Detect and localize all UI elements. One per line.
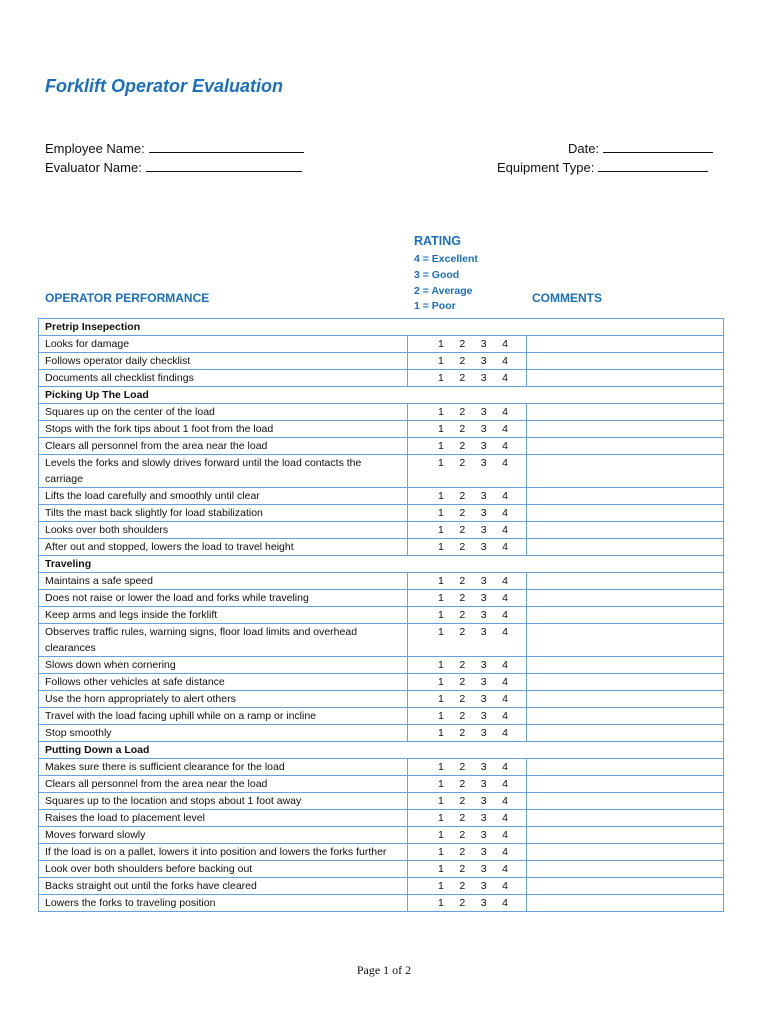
rating-option[interactable]: 2 — [459, 626, 466, 638]
comment-cell[interactable] — [527, 810, 724, 827]
criterion-text: Look over both shoulders before backing out — [39, 861, 408, 878]
rating-options — [438, 573, 508, 589]
comment-cell[interactable] — [527, 455, 724, 488]
comment-cell[interactable] — [527, 336, 724, 353]
rating-option[interactable]: 2 — [459, 490, 466, 502]
rating-option[interactable]: 2 — [459, 676, 466, 688]
rating-option[interactable]: 4 — [502, 457, 508, 469]
rating-option[interactable]: 3 — [480, 761, 487, 773]
comment-cell[interactable] — [527, 590, 724, 607]
criterion-text: If the load is on a pallet, lowers it into position and lowers the forks further — [39, 844, 408, 861]
rating-option[interactable]: 1 — [438, 829, 444, 841]
legend-item: 2 = Average — [414, 284, 473, 297]
criterion-text: Stop smoothly — [39, 725, 408, 742]
rating-options — [438, 895, 508, 911]
comment-cell[interactable] — [527, 793, 724, 810]
criterion-row — [39, 674, 724, 691]
rating-option[interactable]: 4 — [502, 795, 508, 807]
rating-options — [438, 861, 508, 877]
criterion-text: Stops with the fork tips about 1 foot from the load — [39, 421, 408, 438]
comment-cell[interactable] — [527, 404, 724, 421]
rating-cell — [408, 708, 527, 725]
section-title: Picking Up The Load — [39, 387, 724, 404]
rating-cell — [408, 404, 527, 421]
criterion-text: Looks over both shoulders — [39, 522, 408, 539]
rating-option[interactable]: 1 — [438, 710, 444, 722]
comment-cell[interactable] — [527, 708, 724, 725]
rating-option[interactable]: 1 — [438, 626, 444, 638]
legend-item: 3 = Good — [414, 268, 460, 281]
rating-option[interactable]: 1 — [438, 440, 444, 452]
comment-cell[interactable] — [527, 674, 724, 691]
criterion-text: Moves forward slowly — [39, 827, 408, 844]
legend-item: 4 = Excellent — [414, 253, 478, 265]
rating-option[interactable]: 4 — [502, 761, 508, 773]
criterion-text: Observes traffic rules, warning signs, floor load limits and overhead clearances — [39, 624, 408, 657]
criterion-text: Keep arms and legs inside the forklift — [39, 607, 408, 624]
rating-option[interactable]: 1 — [438, 812, 444, 824]
comment-cell[interactable] — [527, 573, 724, 590]
rating-option[interactable]: 4 — [502, 846, 508, 858]
evaluation-table — [38, 318, 724, 912]
comment-cell[interactable] — [527, 827, 724, 844]
criterion-row — [39, 607, 724, 624]
rating-option[interactable]: 3 — [480, 490, 487, 502]
rating-option[interactable]: 1 — [438, 575, 444, 587]
rating-option[interactable]: 3 — [480, 795, 487, 807]
rating-option[interactable]: 3 — [480, 863, 487, 875]
criterion-text: Lowers the forks to traveling position — [39, 895, 408, 912]
rating-option[interactable]: 4 — [502, 490, 508, 502]
criterion-text: Clears all personnel from the area near the load — [39, 438, 408, 455]
criterion-row — [39, 404, 724, 421]
rating-option[interactable]: 4 — [502, 812, 508, 824]
equipment-type-line[interactable] — [598, 159, 708, 172]
rating-cell — [408, 878, 527, 895]
rating-option[interactable]: 4 — [502, 609, 508, 621]
criterion-row — [39, 539, 724, 556]
rating-cell — [408, 657, 527, 674]
rating-option[interactable]: 4 — [502, 693, 508, 705]
criterion-text: Documents all checklist findings — [39, 370, 408, 387]
operator-performance-heading: OPERATOR PERFORMANCE — [45, 291, 210, 305]
rating-options — [438, 878, 508, 894]
comment-cell[interactable] — [527, 421, 724, 438]
rating-options — [438, 607, 508, 623]
rating-option[interactable]: 1 — [438, 507, 444, 519]
rating-options — [438, 370, 508, 386]
rating-option[interactable]: 4 — [502, 778, 508, 790]
rating-options — [438, 776, 508, 792]
criterion-row — [39, 844, 724, 861]
rating-option[interactable]: 3 — [480, 372, 487, 384]
rating-option[interactable]: 1 — [438, 676, 444, 688]
rating-option[interactable]: 3 — [480, 846, 487, 858]
criterion-text: Squares up on the center of the load — [39, 404, 408, 421]
comment-cell[interactable] — [527, 895, 724, 912]
rating-option[interactable]: 3 — [480, 710, 487, 722]
criterion-text: Tilts the mast back slightly for load stabilization — [39, 505, 408, 522]
rating-cell — [408, 421, 527, 438]
rating-option[interactable]: 2 — [459, 659, 466, 671]
rating-options — [438, 539, 508, 555]
employee-name-label: Employee Name: — [45, 141, 145, 156]
rating-cell — [408, 776, 527, 793]
rating-cell — [408, 438, 527, 455]
criterion-row — [39, 455, 724, 488]
rating-option[interactable]: 4 — [502, 863, 508, 875]
rating-option[interactable]: 4 — [502, 372, 508, 384]
rating-option[interactable]: 3 — [480, 812, 487, 824]
criterion-row — [39, 624, 724, 657]
rating-option[interactable]: 2 — [459, 846, 466, 858]
rating-option[interactable]: 4 — [502, 897, 508, 909]
rating-options — [438, 624, 508, 640]
rating-option[interactable]: 1 — [438, 541, 444, 553]
rating-option[interactable]: 4 — [502, 355, 508, 367]
rating-option[interactable]: 3 — [480, 524, 487, 536]
rating-option[interactable]: 1 — [438, 355, 444, 367]
criterion-text: Follows operator daily checklist — [39, 353, 408, 370]
rating-options — [438, 353, 508, 369]
rating-options — [438, 336, 508, 352]
rating-cell — [408, 861, 527, 878]
criterion-row — [39, 421, 724, 438]
rating-option[interactable]: 2 — [459, 880, 466, 892]
rating-option[interactable]: 3 — [480, 507, 487, 519]
rating-option[interactable]: 1 — [438, 880, 444, 892]
rating-option[interactable]: 3 — [480, 592, 487, 604]
rating-option[interactable]: 3 — [480, 727, 487, 739]
comment-cell[interactable] — [527, 607, 724, 624]
criterion-row — [39, 691, 724, 708]
rating-option[interactable]: 4 — [502, 440, 508, 452]
rating-option[interactable]: 3 — [480, 440, 487, 452]
rating-option[interactable]: 2 — [459, 541, 466, 553]
rating-option[interactable]: 2 — [459, 863, 466, 875]
rating-option[interactable]: 2 — [459, 440, 466, 452]
comment-cell[interactable] — [527, 691, 724, 708]
date-label: Date: — [568, 141, 600, 156]
rating-option[interactable]: 1 — [438, 846, 444, 858]
rating-option[interactable]: 3 — [480, 693, 487, 705]
rating-options — [438, 810, 508, 826]
rating-options — [438, 455, 508, 471]
employee-name-line[interactable] — [149, 140, 304, 153]
rating-option[interactable]: 1 — [438, 693, 444, 705]
comment-cell[interactable] — [527, 438, 724, 455]
comment-cell[interactable] — [527, 370, 724, 387]
evaluator-name-label: Evaluator Name: — [45, 160, 142, 175]
criterion-row — [39, 827, 724, 844]
rating-heading: RATING — [414, 234, 461, 248]
rating-options — [438, 759, 508, 775]
criterion-text: Levels the forks and slowly drives forward until the load contacts the carriage — [39, 455, 408, 488]
criterion-row — [39, 708, 724, 725]
rating-cell — [408, 810, 527, 827]
rating-option[interactable]: 4 — [502, 626, 508, 638]
criterion-row — [39, 878, 724, 895]
section-header-row — [39, 319, 724, 336]
criterion-text: Slows down when cornering — [39, 657, 408, 674]
rating-option[interactable]: 2 — [459, 575, 466, 587]
comment-cell[interactable] — [527, 861, 724, 878]
rating-option[interactable]: 1 — [438, 609, 444, 621]
comment-cell[interactable] — [527, 539, 724, 556]
rating-option[interactable]: 1 — [438, 490, 444, 502]
rating-option[interactable]: 1 — [438, 795, 444, 807]
rating-options — [438, 590, 508, 606]
rating-cell — [408, 691, 527, 708]
comment-cell[interactable] — [527, 624, 724, 657]
criterion-row — [39, 793, 724, 810]
rating-cell — [408, 725, 527, 742]
document-title: Forklift Operator Evaluation — [45, 76, 284, 96]
criterion-row — [39, 488, 724, 505]
rating-cell — [408, 793, 527, 810]
rating-option[interactable]: 1 — [438, 897, 444, 909]
rating-cell — [408, 505, 527, 522]
criterion-text: Use the horn appropriately to alert others — [39, 691, 408, 708]
rating-option[interactable]: 2 — [459, 778, 466, 790]
equipment-type-field[interactable] — [497, 159, 708, 175]
rating-options — [438, 725, 508, 741]
rating-legend — [414, 252, 478, 315]
criterion-row — [39, 438, 724, 455]
rating-cell — [408, 455, 527, 488]
criterion-text: Does not raise or lower the load and forks while traveling — [39, 590, 408, 607]
rating-option[interactable]: 1 — [438, 524, 444, 536]
section-header-row — [39, 742, 724, 759]
rating-cell — [408, 488, 527, 505]
rating-option[interactable]: 3 — [480, 897, 487, 909]
rating-cell — [408, 573, 527, 590]
criterion-text: Raises the load to placement level — [39, 810, 408, 827]
rating-option[interactable]: 4 — [502, 406, 508, 418]
rating-option[interactable]: 3 — [480, 829, 487, 841]
rating-option[interactable]: 3 — [480, 406, 487, 418]
rating-option[interactable]: 2 — [459, 795, 466, 807]
rating-option[interactable]: 4 — [502, 541, 508, 553]
rating-option[interactable]: 4 — [502, 829, 508, 841]
section-title: Traveling — [39, 556, 724, 573]
criterion-row — [39, 861, 724, 878]
rating-options — [438, 708, 508, 724]
rating-option[interactable]: 2 — [459, 592, 466, 604]
rating-option[interactable]: 1 — [438, 406, 444, 418]
criterion-row — [39, 590, 724, 607]
rating-options — [438, 657, 508, 673]
rating-option[interactable]: 3 — [480, 457, 487, 469]
rating-option[interactable]: 3 — [480, 575, 487, 587]
rating-options — [438, 793, 508, 809]
criterion-row — [39, 657, 724, 674]
rating-option[interactable]: 3 — [480, 659, 487, 671]
evaluator-name-field[interactable] — [45, 159, 302, 175]
rating-option[interactable]: 2 — [459, 507, 466, 519]
rating-cell — [408, 590, 527, 607]
section-title: Pretrip Insepection — [39, 319, 724, 336]
rating-options — [438, 505, 508, 521]
rating-options — [438, 421, 508, 437]
rating-options — [438, 522, 508, 538]
criterion-text: Backs straight out until the forks have cleared — [39, 878, 408, 895]
rating-option[interactable]: 2 — [459, 761, 466, 773]
comment-cell[interactable] — [527, 844, 724, 861]
criterion-row — [39, 336, 724, 353]
rating-option[interactable]: 3 — [480, 880, 487, 892]
rating-cell — [408, 370, 527, 387]
criterion-text: Follows other vehicles at safe distance — [39, 674, 408, 691]
rating-options — [438, 404, 508, 420]
rating-options — [438, 438, 508, 454]
comment-cell[interactable] — [527, 725, 724, 742]
rating-option[interactable]: 1 — [438, 761, 444, 773]
page-number: Page 1 of 2 — [356, 963, 412, 977]
rating-options — [438, 827, 508, 843]
criterion-text: Travel with the load facing uphill while on a ramp or incline — [39, 708, 408, 725]
comment-cell[interactable] — [527, 878, 724, 895]
criterion-text: Looks for damage — [39, 336, 408, 353]
rating-option[interactable]: 2 — [459, 406, 466, 418]
comment-cell[interactable] — [527, 505, 724, 522]
rating-option[interactable]: 3 — [480, 609, 487, 621]
criterion-text: Maintains a safe speed — [39, 573, 408, 590]
criterion-row — [39, 776, 724, 793]
rating-options — [438, 674, 508, 690]
rating-cell — [408, 353, 527, 370]
rating-option[interactable]: 2 — [459, 609, 466, 621]
rating-option[interactable]: 3 — [480, 423, 487, 435]
rating-option[interactable]: 2 — [459, 710, 466, 722]
rating-cell — [408, 759, 527, 776]
rating-option[interactable]: 1 — [438, 659, 444, 671]
rating-option[interactable]: 3 — [480, 676, 487, 688]
rating-option[interactable]: 4 — [502, 727, 508, 739]
section-header-row — [39, 556, 724, 573]
rating-option[interactable]: 1 — [438, 863, 444, 875]
rating-option[interactable]: 3 — [480, 778, 487, 790]
employee-name-field[interactable] — [45, 140, 304, 156]
rating-option[interactable]: 2 — [459, 355, 466, 367]
criterion-text: Makes sure there is sufficient clearance for the load — [39, 759, 408, 776]
rating-cell — [408, 895, 527, 912]
criterion-row — [39, 505, 724, 522]
rating-options — [438, 844, 508, 860]
criterion-row — [39, 353, 724, 370]
criterion-row — [39, 573, 724, 590]
rating-cell — [408, 844, 527, 861]
rating-option[interactable]: 4 — [502, 575, 508, 587]
rating-option[interactable]: 2 — [459, 524, 466, 536]
rating-option[interactable]: 2 — [459, 423, 466, 435]
rating-option[interactable]: 4 — [502, 676, 508, 688]
criterion-row — [39, 810, 724, 827]
rating-option[interactable]: 4 — [502, 507, 508, 519]
rating-cell — [408, 522, 527, 539]
rating-option[interactable]: 4 — [502, 880, 508, 892]
comment-cell[interactable] — [527, 657, 724, 674]
criterion-text: After out and stopped, lowers the load to travel height — [39, 539, 408, 556]
legend-item: 1 = Poor — [414, 300, 456, 313]
rating-option[interactable]: 4 — [502, 338, 508, 350]
criterion-row — [39, 370, 724, 387]
rating-option[interactable]: 3 — [480, 355, 487, 367]
rating-option[interactable]: 3 — [480, 541, 487, 553]
date-field[interactable] — [568, 140, 713, 156]
criterion-text: Clears all personnel from the area near the load — [39, 776, 408, 793]
rating-option[interactable]: 4 — [502, 659, 508, 671]
criterion-row — [39, 522, 724, 539]
rating-option[interactable]: 1 — [438, 592, 444, 604]
criterion-row — [39, 895, 724, 912]
rating-option[interactable]: 3 — [480, 626, 487, 638]
rating-cell — [408, 607, 527, 624]
criterion-row — [39, 759, 724, 776]
rating-options — [438, 691, 508, 707]
comment-cell[interactable] — [527, 759, 724, 776]
rating-cell — [408, 336, 527, 353]
rating-option[interactable]: 4 — [502, 524, 508, 536]
rating-option[interactable]: 1 — [438, 778, 444, 790]
criterion-text: Lifts the load carefully and smoothly until clear — [39, 488, 408, 505]
rating-cell — [408, 539, 527, 556]
rating-option[interactable]: 1 — [438, 338, 444, 350]
rating-option[interactable]: 2 — [459, 372, 466, 384]
rating-options — [438, 488, 508, 504]
rating-option[interactable]: 2 — [459, 897, 466, 909]
rating-option[interactable]: 1 — [438, 372, 444, 384]
section-title: Putting Down a Load — [39, 742, 724, 759]
rating-option[interactable]: 1 — [438, 727, 444, 739]
rating-option[interactable]: 2 — [459, 812, 466, 824]
rating-option[interactable]: 2 — [459, 338, 466, 350]
rating-option[interactable]: 2 — [459, 457, 466, 469]
section-header-row — [39, 387, 724, 404]
comment-cell[interactable] — [527, 776, 724, 793]
criterion-text: Squares up to the location and stops about 1 foot away — [39, 793, 408, 810]
rating-option[interactable]: 1 — [438, 457, 444, 469]
rating-option[interactable]: 4 — [502, 710, 508, 722]
rating-cell — [408, 674, 527, 691]
rating-option[interactable]: 4 — [502, 423, 508, 435]
rating-cell — [408, 624, 527, 657]
criterion-row — [39, 725, 724, 742]
comments-heading: COMMENTS — [532, 291, 602, 305]
rating-option[interactable]: 2 — [459, 829, 466, 841]
equipment-type-label: Equipment Type: — [497, 160, 595, 175]
rating-cell — [408, 827, 527, 844]
comment-cell[interactable] — [527, 353, 724, 370]
rating-option[interactable]: 2 — [459, 727, 466, 739]
rating-option[interactable]: 1 — [438, 423, 444, 435]
comment-cell[interactable] — [527, 522, 724, 539]
rating-option[interactable]: 2 — [459, 693, 466, 705]
rating-option[interactable]: 4 — [502, 592, 508, 604]
comment-cell[interactable] — [527, 488, 724, 505]
date-line[interactable] — [603, 140, 713, 153]
rating-option[interactable]: 3 — [480, 338, 487, 350]
evaluator-name-line[interactable] — [146, 159, 302, 172]
